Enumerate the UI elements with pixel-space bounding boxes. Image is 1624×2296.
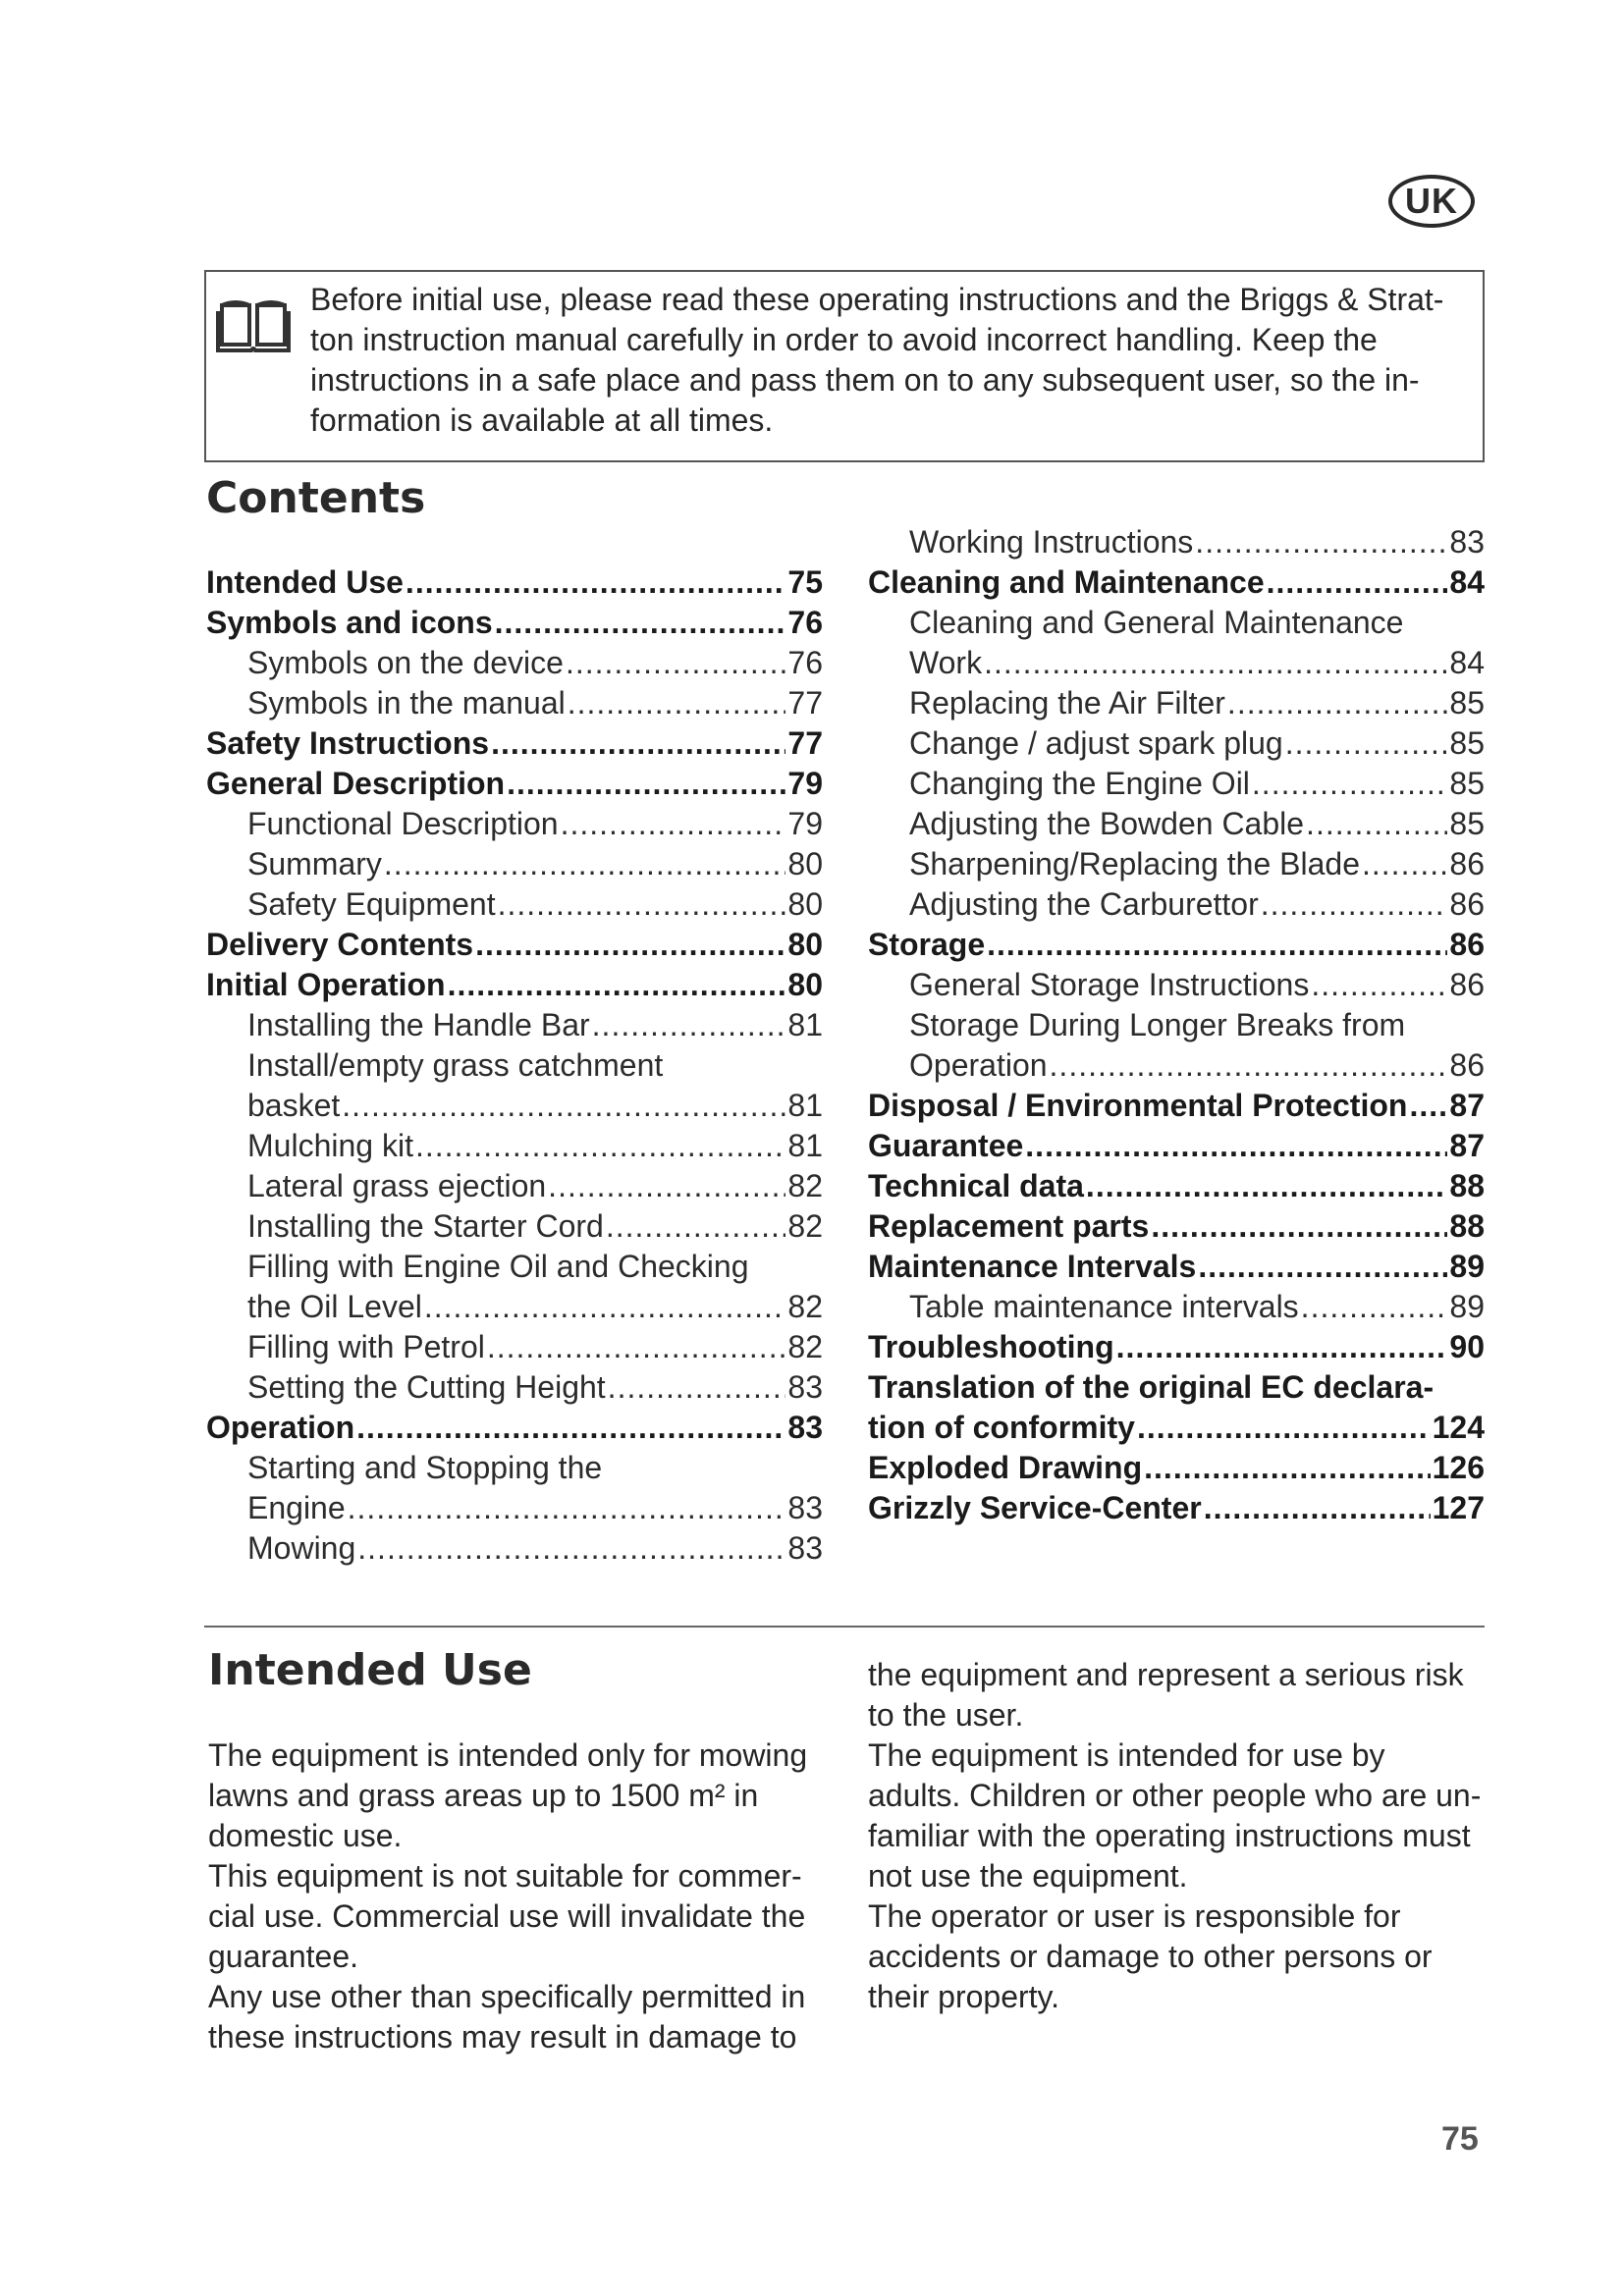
toc-entry[interactable]: Troubleshooting ..... 90 — [868, 1327, 1485, 1367]
body-line: guarantee. — [208, 1939, 359, 1974]
book-icon — [216, 295, 291, 354]
body-line: accidents or damage to other persons or — [868, 1939, 1433, 1974]
toc-entry[interactable]: Setting the Cutting Height ..... 83 — [206, 1367, 823, 1408]
toc-entry[interactable]: Lateral grass ejection ..... 82 — [206, 1166, 823, 1206]
notice-text — [310, 280, 1475, 441]
body-line: not use the equipment. — [868, 1858, 1188, 1894]
toc-entry[interactable]: Replacement parts ..... 88 — [868, 1206, 1485, 1247]
body-line: This equipment is not suitable for commer- — [208, 1858, 802, 1894]
toc-entry[interactable]: Filling with Petrol ..... 82 — [206, 1327, 823, 1367]
notice-line: ton instruction manual carefully in order to avoid incorrect handling. Keep the — [310, 322, 1378, 357]
toc-entry[interactable]: General Storage Instructions ..... 86 — [868, 965, 1485, 1005]
toc-entry[interactable]: Installing the Starter Cord ..... 82 — [206, 1206, 823, 1247]
body-line: lawns and grass areas up to 1500 m² in — [208, 1778, 759, 1813]
toc-entry[interactable]: Adjusting the Bowden Cable ..... 85 — [868, 804, 1485, 844]
toc-entry[interactable]: Operation ..... 83 — [206, 1408, 823, 1448]
read-instructions-notice — [204, 270, 1485, 462]
toc-entry-line1: Translation of the original EC declara- — [868, 1369, 1435, 1405]
toc-entry[interactable]: Summary ..... 80 — [206, 844, 823, 884]
toc-entry[interactable]: Disposal / Environmental Protection ..... 87 — [868, 1086, 1485, 1126]
body-line: domestic use. — [208, 1818, 403, 1853]
notice-line: formation is available at all times. — [310, 402, 774, 438]
body-line: The equipment is intended only for mowing — [208, 1737, 808, 1773]
toc-entry[interactable]: Guarantee ..... 87 — [868, 1126, 1485, 1166]
toc-entry[interactable]: Working Instructions ..... 83 — [868, 522, 1485, 562]
toc-left-column — [206, 562, 823, 1569]
toc-entry[interactable]: Change / adjust spark plug ..... 85 — [868, 723, 1485, 764]
toc-entry-line1: Install/empty grass catchment — [247, 1047, 664, 1083]
toc-entry[interactable]: tion of conformity ..... 124 — [868, 1408, 1485, 1448]
body-line: familiar with the operating instructions must — [868, 1818, 1471, 1853]
toc-entry[interactable]: Operation ..... 86 — [868, 1045, 1485, 1086]
toc-entry[interactable]: Symbols in the manual ..... 77 — [206, 683, 823, 723]
body-line: the equipment and represent a serious risk — [868, 1657, 1464, 1692]
toc-entry-line1: Cleaning and General Maintenance — [909, 605, 1404, 640]
body-line: their property. — [868, 1979, 1060, 2014]
body-line: The operator or user is responsible for — [868, 1898, 1401, 1934]
intended-use-text-right — [868, 1655, 1485, 2017]
toc-entry[interactable]: Table maintenance intervals ..... 89 — [868, 1287, 1485, 1327]
language-badge-label: UK — [1405, 181, 1458, 221]
page-number: 75 — [1441, 2120, 1479, 2158]
notice-line: Before initial use, please read these operating instructions and the Briggs & Strat- — [310, 282, 1444, 317]
toc-entry[interactable]: Engine ..... 83 — [206, 1488, 823, 1528]
toc-entry-line1: Filling with Engine Oil and Checking — [247, 1249, 749, 1284]
notice-line: instructions in a safe place and pass them on to any subsequent user, so the in- — [310, 362, 1420, 398]
toc-entry[interactable]: Symbols and icons ..... 76 — [206, 603, 823, 643]
toc-entry[interactable]: Installing the Handle Bar ..... 81 — [206, 1005, 823, 1045]
toc-entry[interactable]: Work ..... 84 — [868, 643, 1485, 683]
contents-heading: Contents — [206, 473, 426, 523]
toc-entry[interactable]: Initial Operation ..... 80 — [206, 965, 823, 1005]
toc-entry[interactable]: Symbols on the device ..... 76 — [206, 643, 823, 683]
body-line: The equipment is intended for use by — [868, 1737, 1385, 1773]
toc-entry[interactable]: Replacing the Air Filter ..... 85 — [868, 683, 1485, 723]
toc-entry[interactable]: Delivery Contents ..... 80 — [206, 925, 823, 965]
toc-entry[interactable]: Safety Instructions ..... 77 — [206, 723, 823, 764]
toc-entry[interactable]: Mowing ..... 83 — [206, 1528, 823, 1569]
toc-right-column — [868, 522, 1485, 1528]
toc-entry[interactable]: Sharpening/Replacing the Blade ..... 86 — [868, 844, 1485, 884]
toc-entry[interactable]: Exploded Drawing ..... 126 — [868, 1448, 1485, 1488]
section-divider — [204, 1626, 1485, 1628]
toc-entry[interactable]: Intended Use ..... 75 — [206, 562, 823, 603]
body-line: to the user. — [868, 1697, 1024, 1733]
body-line: cial use. Commercial use will invalidate the — [208, 1898, 806, 1934]
body-line: Any use other than specifically permitted in — [208, 1979, 806, 2014]
body-line: these instructions may result in damage to — [208, 2019, 797, 2055]
toc-entry[interactable]: Safety Equipment ..... 80 — [206, 884, 823, 925]
toc-entry[interactable]: Maintenance Intervals ..... 89 — [868, 1247, 1485, 1287]
toc-entry[interactable]: Changing the Engine Oil ..... 85 — [868, 764, 1485, 804]
toc-entry[interactable]: Functional Description ..... 79 — [206, 804, 823, 844]
toc-entry-line1: Starting and Stopping the — [247, 1450, 603, 1485]
toc-entry[interactable]: Technical data ..... 88 — [868, 1166, 1485, 1206]
toc-entry[interactable]: General Description ..... 79 — [206, 764, 823, 804]
toc-entry[interactable]: the Oil Level ..... 82 — [206, 1287, 823, 1327]
toc-entry[interactable]: Adjusting the Carburettor ..... 86 — [868, 884, 1485, 925]
toc-entry[interactable]: Mulching kit ..... 81 — [206, 1126, 823, 1166]
toc-entry[interactable]: Grizzly Service-Center ..... 127 — [868, 1488, 1485, 1528]
toc-entry[interactable]: Cleaning and Maintenance ..... 84 — [868, 562, 1485, 603]
language-badge — [1388, 175, 1475, 228]
toc-entry[interactable]: Storage ..... 86 — [868, 925, 1485, 965]
toc-entry[interactable]: basket ..... 81 — [206, 1086, 823, 1126]
body-line: adults. Children or other people who are un- — [868, 1778, 1482, 1813]
toc-entry-line1: Storage During Longer Breaks from — [909, 1007, 1406, 1042]
intended-use-text-left — [208, 1735, 833, 2057]
intended-use-heading: Intended Use — [208, 1645, 532, 1695]
